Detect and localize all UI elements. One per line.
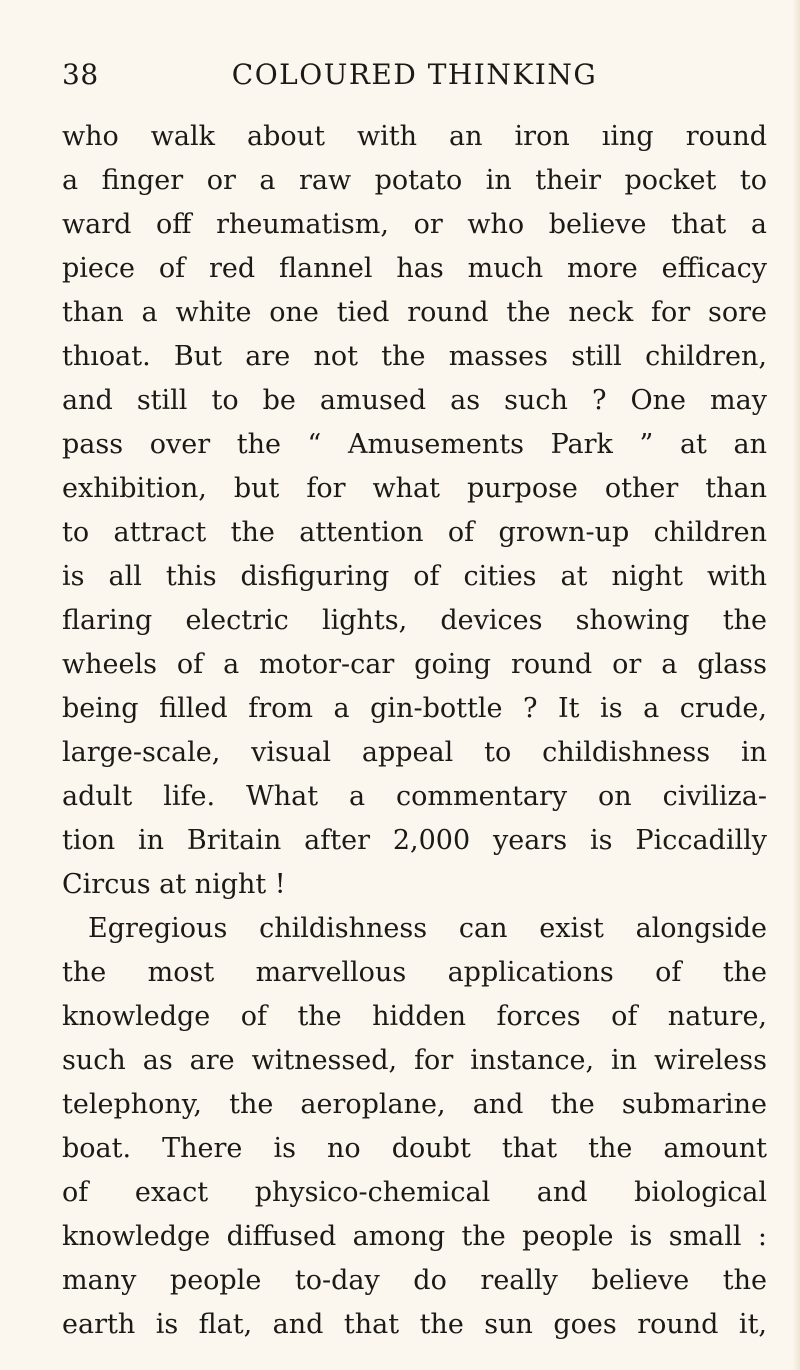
text-line: adult life. What a commentary on civiliza-	[62, 781, 767, 812]
text-line: large-scale, visual appeal to childishness in	[62, 737, 767, 768]
text-line: tion in Britain after 2,000 years is Piccadilly	[62, 825, 767, 856]
text-line: many people to-day do really believe the	[62, 1265, 767, 1296]
text-line: boat. There is no doubt that the amount	[62, 1133, 767, 1164]
text-line: such as are witnessed, for instance, in wireless	[62, 1045, 767, 1076]
text-line: of exact physico-chemical and biological	[62, 1177, 767, 1208]
text-line: wheels of a motor-car going round or a glass	[62, 649, 767, 680]
text-line: the most marvellous applications of the	[62, 957, 767, 988]
paragraph-first-line: Egregious childishness can exist alongside	[88, 913, 767, 944]
text-line: to attract the attention of grown-up children	[62, 517, 767, 548]
text-line: piece of red flannel has much more efficacy	[62, 253, 767, 284]
page-edge-shadow	[792, 0, 800, 1370]
text-line: is all this disfiguring of cities at night with	[62, 561, 767, 592]
running-head: COLOURED THINKING	[231, 58, 598, 91]
text-line: telephony, the aeroplane, and the submarine	[62, 1089, 767, 1120]
text-line: exhibition, but for what purpose other than	[62, 473, 767, 504]
text-line: thıoat. But are not the masses still children,	[62, 341, 767, 372]
text-line: being filled from a gin-bottle ? It is a crude,	[62, 693, 767, 724]
text-line: who walk about with an iron ıing round	[62, 121, 767, 152]
text-line: flaring electric lights, devices showing the	[62, 605, 767, 636]
text-line: and still to be amused as such ? One may	[62, 385, 767, 416]
text-line: than a white one tied round the neck for sore	[62, 297, 767, 328]
page-number: 38	[62, 58, 99, 91]
text-line: pass over the “ Amusements Park ” at an	[62, 429, 767, 460]
text-line: earth is flat, and that the sun goes round it,	[62, 1309, 767, 1340]
text-line: knowledge of the hidden forces of nature,	[62, 1001, 767, 1032]
text-line: ward off rheumatism, or who believe that a	[62, 209, 767, 240]
paragraph-end-line: Circus at night !	[62, 869, 286, 900]
text-line: knowledge diffused among the people is small :	[62, 1221, 767, 1252]
page-header	[62, 58, 767, 98]
body-text	[62, 115, 767, 1347]
text-line: a finger or a raw potato in their pocket to	[62, 165, 767, 196]
